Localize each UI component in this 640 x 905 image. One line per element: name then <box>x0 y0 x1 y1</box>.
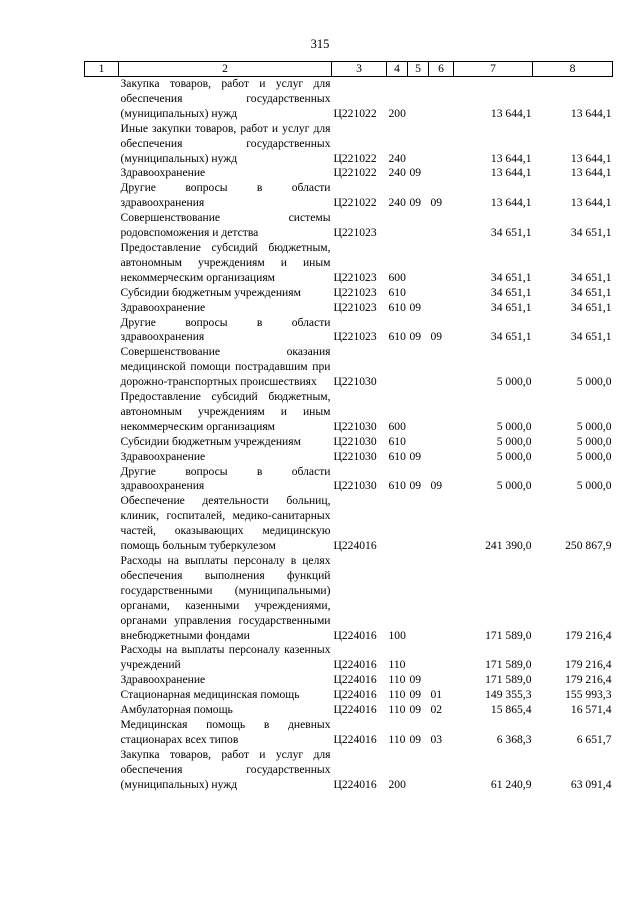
subsection-cell: 09 <box>430 196 443 210</box>
table-row <box>85 465 613 495</box>
amount-year1-cell: 34 651,1 <box>490 330 532 344</box>
table-row <box>85 643 613 673</box>
subsection-cell <box>429 166 454 181</box>
subsection-cell <box>429 301 454 316</box>
amount-year2-cell: 179 216,4 <box>565 628 612 642</box>
row-spacer-cell <box>85 301 119 316</box>
expense-type-cell: 110 <box>388 732 406 746</box>
table-row <box>85 703 613 718</box>
section-cell: 09 <box>409 673 422 687</box>
amount-year2-cell: 63 091,4 <box>570 777 612 791</box>
table-row <box>85 316 613 346</box>
section-cell <box>408 748 429 793</box>
section-cell <box>408 435 429 450</box>
item-name-cell: Здравоохранение <box>120 300 206 314</box>
amount-year2-cell: 5 000,0 <box>576 479 612 493</box>
subsection-cell <box>429 241 454 286</box>
expense-type-cell: 110 <box>388 688 406 702</box>
subsection-cell: 09 <box>430 479 443 493</box>
row-spacer-cell <box>85 122 119 167</box>
row-spacer-cell <box>85 450 119 465</box>
amount-year2-cell: 6 651,7 <box>576 732 612 746</box>
table-header-row <box>85 62 613 77</box>
section-cell <box>408 494 429 554</box>
expense-type-cell <box>387 494 408 554</box>
amount-year2-cell: 5 000,0 <box>576 419 612 433</box>
row-spacer-cell <box>85 703 119 718</box>
subsection-cell <box>429 450 454 465</box>
table-row <box>85 286 613 301</box>
table-row <box>85 166 613 181</box>
amount-year1-cell: 34 651,1 <box>490 300 532 314</box>
section-cell <box>408 77 429 122</box>
row-spacer-cell <box>85 688 119 703</box>
amount-year1-cell: 34 651,1 <box>490 226 532 240</box>
target-article-cell: Ц221022 <box>333 151 377 165</box>
row-spacer-cell <box>85 494 119 554</box>
item-name-cell: Субсидии бюджетным учреждениям <box>120 434 301 448</box>
section-cell: 09 <box>409 688 422 702</box>
item-name-cell: Закупка товаров, работ и услуг для обеспечения государственных (муниципальных) нужд <box>120 77 331 120</box>
amount-year1-cell: 5 000,0 <box>496 434 532 448</box>
table-row <box>85 390 613 435</box>
column-header: 4 <box>387 62 408 77</box>
section-cell: 09 <box>409 166 422 180</box>
item-name-cell: Другие вопросы в области здравоохранения <box>120 315 331 344</box>
target-article-cell: Ц221023 <box>333 285 377 299</box>
target-article-cell: Ц221023 <box>333 330 377 344</box>
amount-year2-cell: 34 651,1 <box>570 330 612 344</box>
expense-type-cell: 610 <box>388 479 406 493</box>
item-name-cell: Здравоохранение <box>120 673 206 687</box>
subsection-cell <box>429 554 454 643</box>
expense-type-cell <box>387 211 408 241</box>
subsection-cell <box>429 435 454 450</box>
item-name-cell: Предоставление субсидий бюджетным, автономным учреждениям и иным некоммерческим организациям <box>120 240 331 284</box>
subsection-cell <box>429 77 454 122</box>
target-article-cell: Ц221030 <box>333 375 377 389</box>
expense-type-cell: 610 <box>388 300 406 314</box>
amount-year1-cell: 13 644,1 <box>490 166 532 180</box>
section-cell <box>408 211 429 241</box>
amount-year1-cell: 34 651,1 <box>490 270 532 284</box>
column-header: 7 <box>454 62 533 77</box>
section-cell: 09 <box>409 703 422 717</box>
expense-type-cell: 600 <box>388 419 406 433</box>
amount-year2-cell: 34 651,1 <box>570 270 612 284</box>
amount-year2-cell: 13 644,1 <box>570 151 612 165</box>
table-row <box>85 301 613 316</box>
section-cell <box>408 286 429 301</box>
amount-year2-cell: 34 651,1 <box>570 226 612 240</box>
target-article-cell: Ц224016 <box>333 539 377 553</box>
target-article-cell: Ц221022 <box>333 106 377 120</box>
target-article-cell: Ц224016 <box>333 673 377 687</box>
table-row <box>85 435 613 450</box>
target-article-cell: Ц221022 <box>333 166 377 180</box>
target-article-cell: Ц221030 <box>333 449 377 463</box>
table-row <box>85 718 613 748</box>
expense-type-cell: 100 <box>388 628 406 642</box>
expense-type-cell: 240 <box>388 151 406 165</box>
amount-year2-cell: 13 644,1 <box>570 196 612 210</box>
amount-year2-cell: 13 644,1 <box>570 166 612 180</box>
item-name-cell: Здравоохранение <box>120 449 206 463</box>
amount-year1-cell: 171 589,0 <box>485 673 532 687</box>
subsection-cell <box>429 122 454 167</box>
item-name-cell: Расходы на выплаты персоналу казенных учреждений <box>120 643 331 672</box>
expense-type-cell: 610 <box>388 434 406 448</box>
subsection-cell <box>429 748 454 793</box>
subsection-cell <box>429 345 454 390</box>
item-name-cell: Амбулаторная помощь <box>120 703 233 717</box>
target-article-cell: Ц224016 <box>333 688 377 702</box>
item-name-cell: Предоставление субсидий бюджетным, автономным учреждениям и иным некоммерческим организациям <box>120 390 331 433</box>
row-spacer-cell <box>85 211 119 241</box>
column-header: 1 <box>85 62 119 77</box>
column-header: 2 <box>119 62 332 77</box>
subsection-cell <box>429 286 454 301</box>
item-name-cell: Другие вопросы в области здравоохранения <box>120 181 331 210</box>
section-cell <box>408 390 429 435</box>
table-row <box>85 122 613 167</box>
subsection-cell <box>429 390 454 435</box>
amount-year2-cell: 34 651,1 <box>570 285 612 299</box>
target-article-cell: Ц224016 <box>333 628 377 642</box>
table-row <box>85 181 613 211</box>
table-row <box>85 345 613 390</box>
amount-year2-cell: 34 651,1 <box>570 300 612 314</box>
amount-year1-cell: 241 390,0 <box>485 539 532 553</box>
expense-type-cell: 610 <box>388 330 406 344</box>
amount-year2-cell: 13 644,1 <box>570 106 612 120</box>
section-cell: 09 <box>409 330 422 344</box>
amount-year2-cell: 179 216,4 <box>565 658 612 672</box>
expense-type-cell: 240 <box>388 166 406 180</box>
expense-type-cell: 610 <box>388 285 406 299</box>
item-name-cell: Медицинская помощь в дневных стационарах всех типов <box>120 717 331 746</box>
expense-type-cell: 200 <box>388 106 406 120</box>
row-spacer-cell <box>85 643 119 673</box>
amount-year1-cell: 13 644,1 <box>490 151 532 165</box>
section-cell <box>408 345 429 390</box>
target-article-cell: Ц221030 <box>333 419 377 433</box>
column-header: 5 <box>408 62 429 77</box>
expense-type-cell <box>387 345 408 390</box>
item-name-cell: Закупка товаров, работ и услуг для обеспечения государственных (муниципальных) нужд <box>120 747 331 791</box>
column-header: 6 <box>429 62 454 77</box>
item-name-cell: Стационарная медицинская помощь <box>120 688 300 702</box>
amount-year1-cell: 5 000,0 <box>496 449 532 463</box>
subsection-cell: 09 <box>430 330 443 344</box>
budget-table <box>84 61 613 793</box>
table-row <box>85 554 613 643</box>
item-name-cell: Иные закупки товаров, работ и услуг для обеспечения государственных (муниципальных) нужд <box>120 121 331 165</box>
item-name-cell: Расходы на выплаты персоналу в целях обеспечения выполнения функций государственными (муниципальными) органами, казенными учреждениями, органами управления государственными внебюджетными фондами <box>120 554 331 642</box>
target-article-cell: Ц221030 <box>333 479 377 493</box>
table-row <box>85 450 613 465</box>
table-row <box>85 241 613 286</box>
table-row <box>85 77 613 122</box>
expense-type-cell: 200 <box>388 777 406 791</box>
subsection-cell <box>429 494 454 554</box>
section-cell: 09 <box>409 732 422 746</box>
section-cell <box>408 643 429 673</box>
expense-type-cell: 610 <box>388 449 406 463</box>
column-header: 8 <box>533 62 613 77</box>
row-spacer-cell <box>85 435 119 450</box>
amount-year1-cell: 171 589,0 <box>485 658 532 672</box>
target-article-cell: Ц221023 <box>333 270 377 284</box>
amount-year1-cell: 171 589,0 <box>485 628 532 642</box>
item-name-cell: Другие вопросы в области здравоохранения <box>120 464 331 493</box>
subsection-cell: 03 <box>430 732 443 746</box>
section-cell: 09 <box>409 449 422 463</box>
expense-type-cell: 110 <box>388 658 406 672</box>
amount-year2-cell: 5 000,0 <box>576 434 612 448</box>
item-name-cell: Обеспечение деятельности больниц, клиник, госпиталей, медико-санитарных частей, оказывающих медицинскую помощь больным туберкулезом <box>120 494 331 553</box>
amount-year1-cell: 61 240,9 <box>490 777 532 791</box>
item-name-cell: Субсидии бюджетным учреждениям <box>120 285 301 299</box>
table-row <box>85 688 613 703</box>
subsection-cell <box>429 643 454 673</box>
amount-year1-cell: 5 000,0 <box>496 479 532 493</box>
amount-year1-cell: 149 355,3 <box>485 688 532 702</box>
expense-type-cell: 240 <box>388 196 406 210</box>
amount-year1-cell: 13 644,1 <box>490 196 532 210</box>
row-spacer-cell <box>85 673 119 688</box>
section-cell: 09 <box>409 300 422 314</box>
row-spacer-cell <box>85 166 119 181</box>
subsection-cell <box>429 211 454 241</box>
target-article-cell: Ц221022 <box>333 196 377 210</box>
row-spacer-cell <box>85 390 119 435</box>
row-spacer-cell <box>85 286 119 301</box>
target-article-cell: Ц224016 <box>333 703 377 717</box>
section-cell <box>408 554 429 643</box>
amount-year1-cell: 13 644,1 <box>490 106 532 120</box>
section-cell <box>408 241 429 286</box>
row-spacer-cell <box>85 554 119 643</box>
column-header: 3 <box>332 62 387 77</box>
target-article-cell: Ц221023 <box>333 300 377 314</box>
row-spacer-cell <box>85 241 119 286</box>
target-article-cell: Ц224016 <box>333 658 377 672</box>
amount-year1-cell: 34 651,1 <box>490 285 532 299</box>
page-number: 315 <box>310 37 330 51</box>
item-name-cell: Совершенствование оказания медицинской помощи пострадавшим при дорожно-транспортных происшествиях <box>120 345 331 389</box>
amount-year2-cell: 16 571,4 <box>570 703 612 717</box>
target-article-cell: Ц221030 <box>333 434 377 448</box>
section-cell <box>408 122 429 167</box>
expense-type-cell: 600 <box>388 270 406 284</box>
amount-year2-cell: 250 867,9 <box>565 539 612 553</box>
row-spacer-cell <box>85 345 119 390</box>
expense-type-cell: 110 <box>388 703 406 717</box>
subsection-cell: 02 <box>430 703 443 717</box>
table-row <box>85 673 613 688</box>
item-name-cell: Здравоохранение <box>120 166 206 180</box>
item-name-cell: Совершенствование системы родовспоможения и детства <box>120 211 331 240</box>
section-cell: 09 <box>409 196 422 210</box>
table-body <box>85 62 613 793</box>
amount-year1-cell: 5 000,0 <box>496 375 532 389</box>
subsection-cell: 01 <box>430 688 443 702</box>
table-row <box>85 211 613 241</box>
amount-year2-cell: 5 000,0 <box>576 449 612 463</box>
row-spacer-cell <box>85 465 119 495</box>
target-article-cell: Ц221023 <box>333 226 377 240</box>
table-row <box>85 748 613 793</box>
row-spacer-cell <box>85 718 119 748</box>
row-spacer-cell <box>85 316 119 346</box>
section-cell: 09 <box>409 479 422 493</box>
amount-year2-cell: 179 216,4 <box>565 673 612 687</box>
amount-year2-cell: 155 993,3 <box>565 688 612 702</box>
row-spacer-cell <box>85 181 119 211</box>
amount-year1-cell: 6 368,3 <box>496 732 532 746</box>
subsection-cell <box>429 673 454 688</box>
expense-type-cell: 110 <box>388 673 406 687</box>
amount-year2-cell: 5 000,0 <box>576 375 612 389</box>
amount-year1-cell: 5 000,0 <box>496 419 532 433</box>
amount-year1-cell: 15 865,4 <box>490 703 532 717</box>
table-row <box>85 494 613 554</box>
target-article-cell: Ц224016 <box>333 777 377 791</box>
target-article-cell: Ц224016 <box>333 732 377 746</box>
row-spacer-cell <box>85 77 119 122</box>
row-spacer-cell <box>85 748 119 793</box>
